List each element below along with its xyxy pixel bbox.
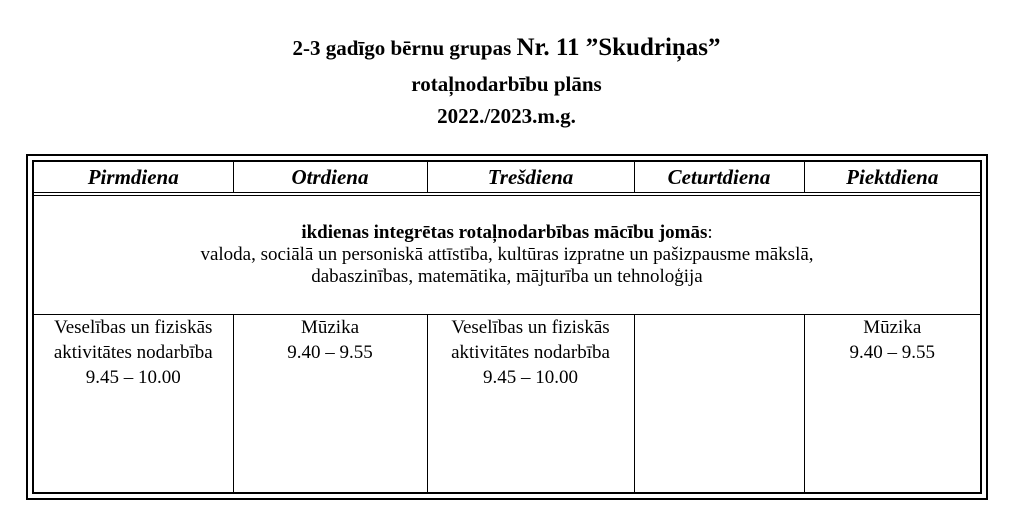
activity-name-line-1: Veselības un fiziskās	[451, 317, 610, 338]
school-year: 2022./2023.m.g.	[437, 104, 576, 128]
day-header-row	[34, 162, 980, 194]
day-header-friday: Piektdiena	[804, 162, 980, 194]
integrated-title-line	[34, 222, 980, 244]
activity-wednesday	[427, 315, 634, 493]
day-header-monday: Pirmdiena	[34, 162, 233, 194]
integrated-areas-line-2: dabaszinības, matemātika, mājturība un tehnoloģija	[311, 266, 703, 287]
activity-thursday	[634, 315, 804, 493]
activity-time: 9.45 – 10.00	[85, 367, 181, 388]
activity-name: Mūzika	[863, 317, 922, 338]
integrated-activities-row	[34, 194, 980, 315]
integrated-title: ikdienas integrētas rotaļnodarbības mācību jomās	[301, 222, 708, 243]
activity-monday	[34, 315, 233, 493]
activity-tuesday	[233, 315, 427, 493]
schedule-inner-frame	[32, 160, 982, 494]
activity-name-line-1: Veselības un fiziskās	[54, 317, 213, 338]
schedule-frame	[26, 154, 988, 500]
activity-time: 9.40 – 9.55	[287, 342, 373, 363]
day-header-wednesday: Trešdiena	[427, 162, 634, 194]
activity-name-line-2: aktivitātes nodarbība	[451, 342, 610, 363]
integrated-colon: :	[707, 222, 713, 243]
activity-time: 9.45 – 10.00	[483, 367, 578, 388]
activities-row	[34, 315, 980, 493]
document-title	[0, 34, 1013, 62]
schedule-table	[34, 162, 980, 492]
integrated-areas-line-1: valoda, sociālā un personiskā attīstība, kultūras izpratne un pašizpausme mākslā,	[200, 244, 814, 265]
activity-name: Mūzika	[300, 317, 360, 338]
activity-friday	[804, 315, 980, 493]
day-header-tuesday: Otrdiena	[233, 162, 427, 194]
activity-name-line-2: aktivitātes nodarbība	[53, 342, 213, 363]
document-subtitle: rotaļnodarbību plāns	[411, 72, 602, 96]
title-prefix: 2-3 gadīgo bērnu grupas	[292, 36, 517, 60]
day-header-thursday: Ceturtdiena	[634, 162, 804, 194]
integrated-activities-cell	[34, 194, 980, 315]
activity-time: 9.40 – 9.55	[849, 342, 935, 363]
group-name: Nr. 11 ”Skudriņas”	[516, 34, 721, 61]
